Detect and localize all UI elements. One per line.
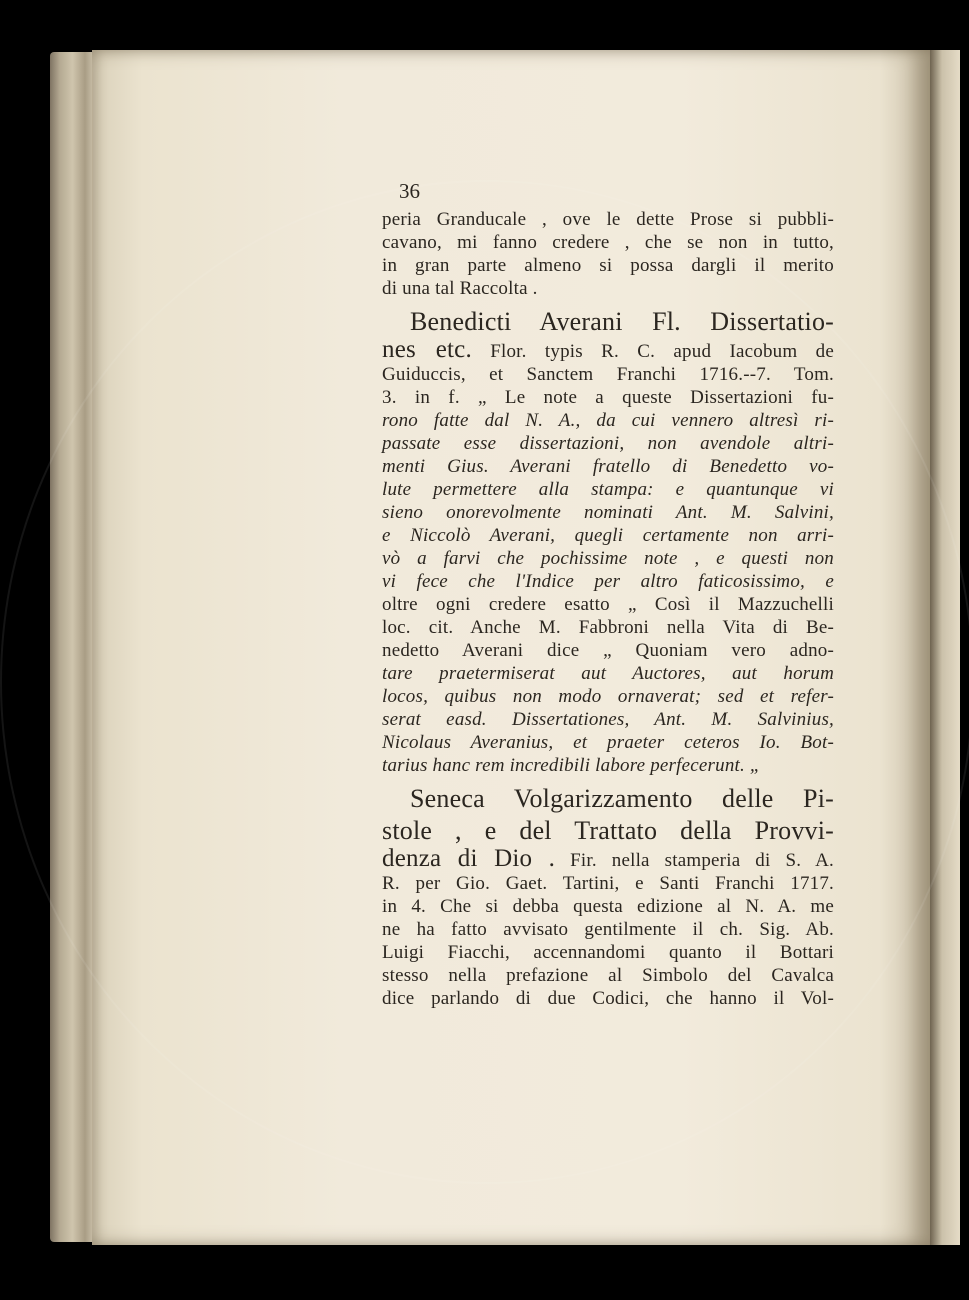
text-line: 3. in f. „ Le note a queste Dissertazioni fu- [382, 387, 834, 408]
text-line: cavano, mi fanno credere , che se non in tutto, [382, 232, 834, 253]
text-line: stesso nella prefazione al Simbolo del Cavalca [382, 965, 834, 986]
entry-heading: Seneca Volgarizzamento delle Pi- [410, 784, 834, 813]
text-line: rono fatte dal N. A., da cui vennero altresì ri- [382, 410, 834, 431]
heading-fragment: nes etc. [382, 336, 472, 363]
text-line: sieno onorevolmente nominati Ant. M. Salvini, [382, 502, 834, 523]
text-line: ne ha fatto avvisato gentilmente il ch. Sig. Ab. [382, 919, 834, 940]
citation-text: Fir. nella stamperia di S. A. [570, 850, 834, 871]
text-line: Luigi Fiacchi, accennandomi quanto il Bottari [382, 942, 834, 963]
text-line: passate esse dissertazioni, non avendole altri- [382, 433, 834, 454]
entry-heading: stole , e del Trattato della Provvi- [382, 816, 834, 845]
facing-page-edge [930, 50, 960, 1245]
heading-fragment: denza di Dio . [382, 845, 556, 872]
page-number: 36 [399, 179, 420, 203]
text-line: locos, quibus non modo ornaverat; sed et refer- [382, 686, 834, 707]
text-line: nedetto Averani dice „ Quoniam vero adno- [382, 640, 834, 661]
text-line: vò a farvi che pochissime note , e questi non [382, 548, 834, 569]
text-line: in gran parte almeno si possa dargli il merito [382, 255, 834, 276]
text-line: R. per Gio. Gaet. Tartini, e Santi Franchi 1717. [382, 873, 834, 894]
text-line: serat easd. Dissertationes, Ant. M. Salvinius, [382, 709, 834, 730]
text-line: menti Gius. Averani fratello di Benedetto vo- [382, 456, 834, 477]
text-line: Guiduccis, et Sanctem Franchi 1716.--7. Tom. [382, 364, 834, 385]
citation-text: Flor. typis R. C. apud Iacobum de [490, 341, 834, 362]
text-line: e Niccolò Averani, quegli certamente non arri- [382, 525, 834, 546]
entry-heading-continued [382, 847, 834, 872]
text-line: lute permettere alla stampa: e quantunque vi [382, 479, 834, 500]
text-line: tare praetermiserat aut Auctores, aut horum [382, 663, 834, 684]
text-line: oltre ogni credere esatto „ Così il Mazzuchelli [382, 594, 834, 615]
text-line: vi fece che l'Indice per altro faticosissimo, e [382, 571, 834, 592]
text-line: Nicolaus Averanius, et praeter ceteros Io. Bot- [382, 732, 834, 753]
text-line: di una tal Raccolta . [382, 278, 538, 299]
entry-heading-continued [382, 338, 834, 363]
text-line: peria Granducale , ove le dette Prose si pubbli- [382, 209, 834, 230]
text-line: tarius hanc rem incredibili labore perfecerunt. „ [382, 755, 761, 776]
text-line: loc. cit. Anche M. Fabbroni nella Vita di Be- [382, 617, 834, 638]
text-line: dice parlando di due Codici, che hanno il Vol- [382, 988, 834, 1009]
entry-heading: Benedicti Averani Fl. Dissertatio- [410, 307, 834, 336]
page-text [382, 178, 834, 1010]
text-line: in 4. Che si debba questa edizione al N. A. me [382, 896, 834, 917]
